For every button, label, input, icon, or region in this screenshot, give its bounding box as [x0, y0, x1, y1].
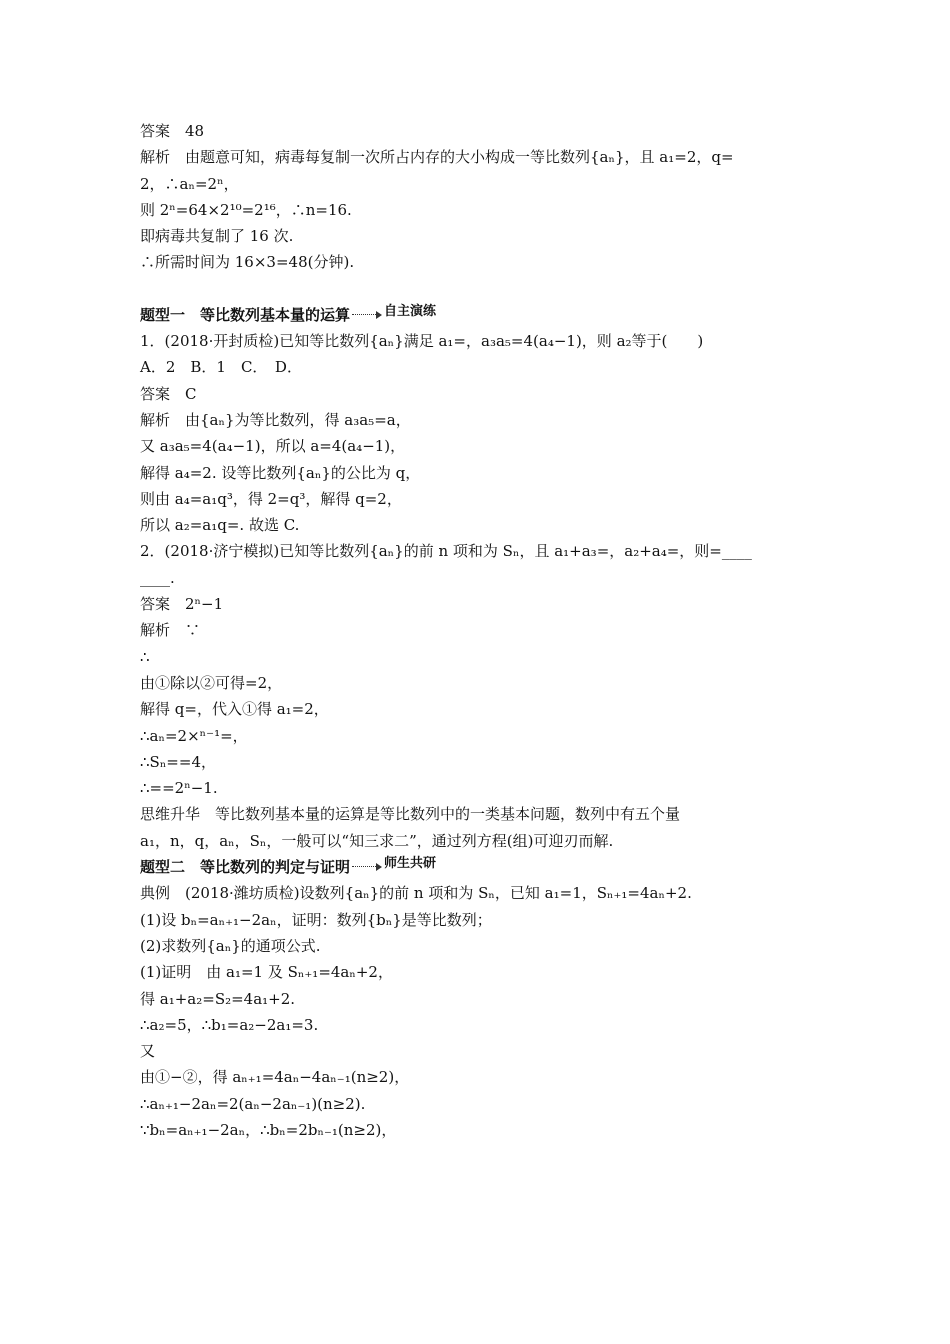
spacer — [140, 276, 820, 302]
question-stem: 1．(2018·开封质检)已知等比数列{aₙ}满足 a₁=，a₃a₅=4(a₄−1)，则 a₂等于( ) — [140, 332, 704, 351]
proof-line: ∴aₙ₊₁−2aₙ=2(aₙ−2aₙ₋₁)(n≥2). — [140, 1094, 366, 1113]
analysis-line: 解析 由{aₙ}为等比数列，得 a₃a₅=a， — [140, 410, 411, 429]
question-1 — [140, 328, 820, 538]
proof-line: 由①−②，得 aₙ₊₁=4aₙ−4aₙ₋₁(n≥2)， — [140, 1068, 410, 1087]
dotted-arrow-icon — [352, 863, 382, 871]
section-header-type-two — [140, 854, 820, 880]
section-title: 题型二 等比数列的判定与证明 — [140, 858, 351, 877]
solution-line: 即病毒共复制了 16 次. — [140, 227, 294, 246]
solution-line: ∴所需时间为 16×3=48(分钟). — [140, 253, 355, 272]
analysis-line: 解析 ∵ — [140, 621, 201, 640]
solution-line: 则 2ⁿ=64×2¹⁰=2¹⁶，∴n=16. — [140, 200, 352, 219]
example-part: (2)求数列{aₙ}的通项公式. — [140, 936, 321, 955]
virus-solution-block — [140, 118, 820, 276]
solution-line: ∴==2ⁿ−1. — [140, 779, 218, 798]
section-title: 题型一 等比数列基本量的运算 — [140, 305, 351, 324]
solution-line: 解得 q=，代入①得 a₁=2， — [140, 700, 329, 719]
analysis-line: 解析 由题意可知，病毒每复制一次所占内存的大小构成一等比数列{aₙ}，且 a₁=2，q= — [140, 148, 734, 167]
proof-line: ∴a₂=5，∴b₁=a₂−2a₁=3. — [140, 1015, 319, 1034]
question-stem: 2．(2018·济宁模拟)已知等比数列{aₙ}的前 n 项和为 Sₙ，且 a₁+a₃=，a₂+a₄=，则=____ — [140, 542, 752, 561]
proof-line: (1)证明 由 a₁=1 及 Sₙ₊₁=4aₙ+2， — [140, 963, 393, 982]
example-part: (1)设 bₙ=aₙ₊₁−2aₙ，证明：数列{bₙ}是等比数列； — [140, 910, 492, 929]
answer-line: 答案 2ⁿ−1 — [140, 595, 224, 614]
question-stem-continued: ____. — [140, 568, 175, 587]
reflection-line: 思维升华 等比数列基本量的运算是等比数列中的一类基本问题，数列中有五个量 — [140, 805, 681, 824]
solution-line: 由①除以②可得=2， — [140, 673, 283, 692]
solution-line: 解得 a₄=2. 设等比数列{aₙ}的公比为 q， — [140, 463, 421, 482]
answer-line: 答案 48 — [140, 122, 205, 140]
solution-line: 所以 a₂=a₁q=. 故选 C. — [140, 516, 300, 535]
example-problem — [140, 880, 820, 1143]
solution-line: ∴Sₙ==4， — [140, 752, 216, 771]
reflection-block — [140, 801, 820, 854]
solution-line: ∴ — [140, 647, 150, 666]
reflection-line: a₁，n，q，aₙ，Sₙ，一般可以“知三求二”，通过列方程(组)可迎刃而解. — [140, 831, 614, 850]
section-tag: 自主演练 — [384, 303, 437, 319]
analysis-line: 2，∴aₙ=2ⁿ， — [140, 174, 239, 193]
solution-line: ∴aₙ=2×ⁿ⁻¹=， — [140, 726, 248, 745]
example-stem: 典例 (2018·潍坊质检)设数列{aₙ}的前 n 项和为 Sₙ，已知 a₁=1，Sₙ₊₁=4aₙ+2. — [140, 884, 692, 903]
solution-line: 则由 a₄=a₁q³，得 2=q³，解得 q=2， — [140, 489, 402, 508]
proof-line: ∵bₙ=aₙ₊₁−2aₙ，∴bₙ=2bₙ₋₁(n≥2)， — [140, 1120, 397, 1139]
answer-line: 答案 C — [140, 384, 197, 403]
dotted-arrow-icon — [352, 311, 382, 319]
section-header-type-one — [140, 302, 820, 328]
section-tag: 师生共研 — [384, 856, 437, 872]
proof-line: 又 — [140, 1042, 156, 1061]
question-options: A．2 B．1 C． D． — [140, 358, 302, 377]
document-body — [140, 118, 820, 1143]
proof-line: 得 a₁+a₂=S₂=4a₁+2. — [140, 989, 296, 1008]
question-2 — [140, 538, 820, 801]
solution-line: 又 a₃a₅=4(a₄−1)，所以 a=4(a₄−1)， — [140, 437, 406, 456]
